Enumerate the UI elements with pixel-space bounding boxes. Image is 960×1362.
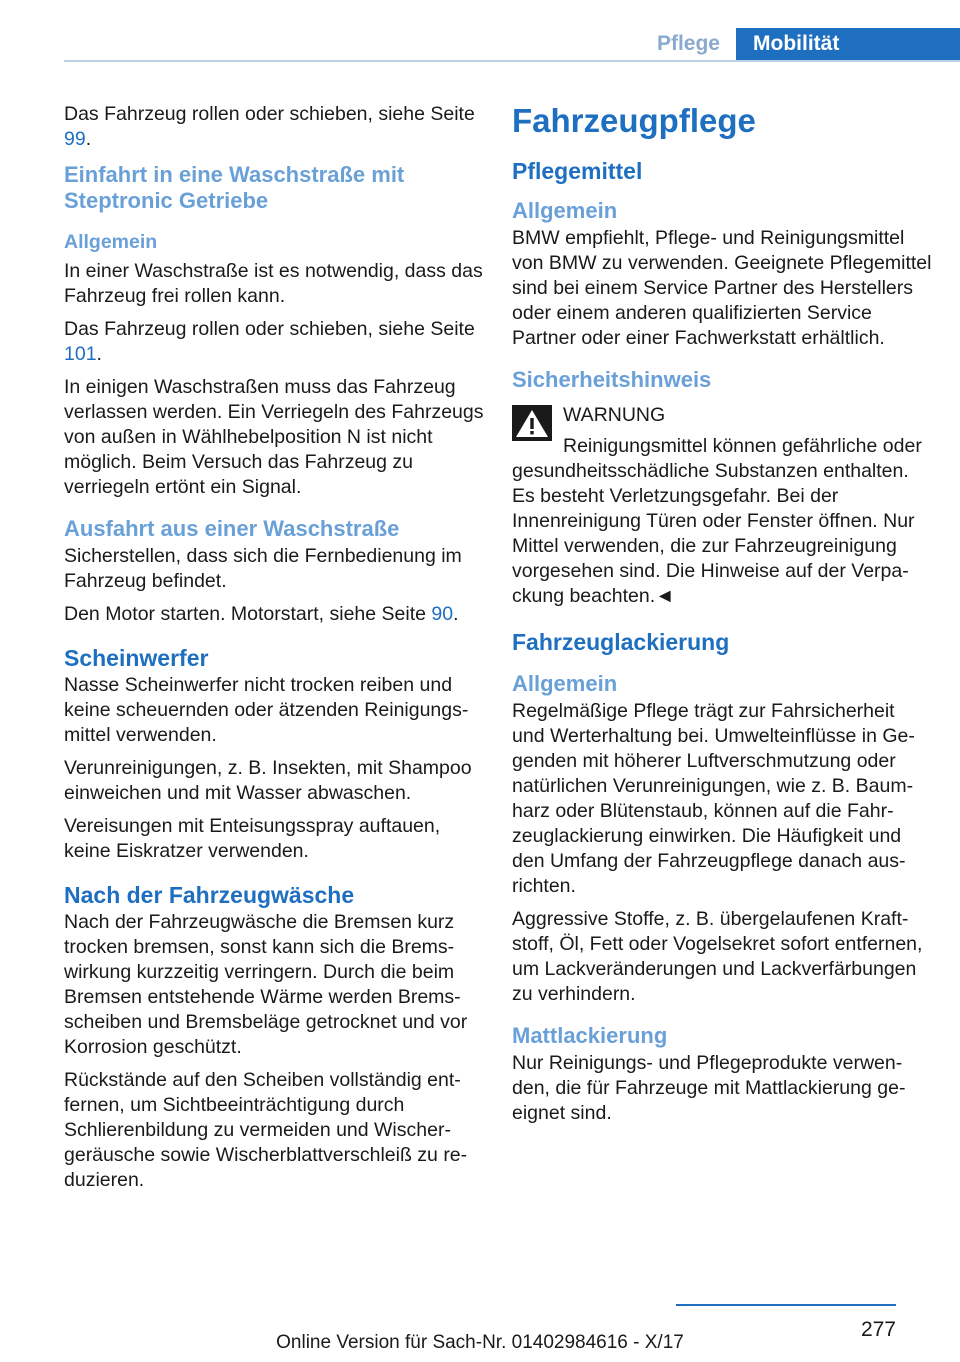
paragraph: Regelmäßige Pflege trägt zur Fahrsicherheit und Werterhaltung bei. Umwelteinflüsse in Gegenden mit höherer Luftverschmutzung oder natürlichen Verunreinigungen, wie z. B. Baumharz oder Blütenstaub, können auf die Fahrzeuglackierung einwirken. Die Häufigkeit und den Umfang der Fahrzeugpflege danach ausrichten.: [512, 700, 915, 897]
page-link-90[interactable]: 90: [431, 603, 454, 625]
heading-fahrzeugpflege: Fahrzeugpflege: [512, 102, 756, 139]
heading-ausfahrt: Ausfahrt aus einer Waschstraße: [64, 516, 400, 541]
subheading-allgemein: Allgemein: [512, 198, 618, 223]
warning-icon: [512, 405, 552, 441]
paragraph: BMW empfiehlt, Pflege- und Reinigungsmittel von BMW zu verwenden. Geeignete Pflegemittel sind bei einem Service Partner des Herstellers oder einem anderen qualifizierten Service Partner oder einer Fachwerkstatt erhältlich.: [512, 227, 932, 349]
paragraph: Nasse Scheinwerfer nicht trocken reiben und keine scheuernden oder ätzenden Reinigungsmittel verwenden.: [64, 674, 469, 746]
left-column: [64, 102, 484, 1201]
right-column: [512, 102, 932, 1134]
paragraph: Vereisungen mit Enteisungsspray auftauen, keine Eiskratzer verwenden.: [64, 815, 441, 862]
page-number: 277: [860, 1318, 896, 1341]
warning-text: Reinigungsmittel können gefährliche oder gesundheitsschädliche Substanzen enthalten. Es besteht Verletzungsgefahr. Bei der Innenreinigung Türen oder Fenster öffnen. Nur Mittel verwenden, die zur Fahrzeugreinigung vorgesehen sind. Die Hinweise auf der Verpackung beachten.◄: [512, 435, 922, 607]
paragraph: Den Motor starten. Motorstart, siehe Seite 90.: [64, 603, 459, 625]
page-link-101[interactable]: 101: [64, 343, 97, 365]
paragraph: Das Fahrzeug rollen oder schieben, siehe Seite 101.: [64, 318, 475, 365]
heading-fahrzeuglackierung: Fahrzeuglackierung: [512, 629, 730, 655]
footer-rule: [676, 1304, 896, 1306]
paragraph: In einigen Waschstraßen muss das Fahrzeug verlassen werden. Ein Verriegeln des Fahrzeugs von außen in Wählhebelposition N ist nicht möglich. Beim Versuch das Fahrzeug zu verriegeln ertönt ein Signal.: [64, 376, 484, 498]
paragraph: Nur Reinigungs- und Pflegeprodukte verwenden, die für Fahrzeuge mit Mattlackierung geeignet sind.: [512, 1052, 906, 1124]
subheading-allgemein: Allgemein: [64, 231, 158, 253]
header-rule: [64, 60, 960, 62]
page-link-99[interactable]: 99: [64, 128, 86, 150]
heading-sicherheitshinweis: Sicherheitshinweis: [512, 367, 712, 392]
heading-waschstrasse: Einfahrt in eine Waschstraße mit Steptronic Getriebe: [64, 162, 405, 213]
heading-mattlackierung: Mattlackierung: [512, 1023, 668, 1048]
paragraph: Sicherstellen, dass sich die Fernbedienung im Fahrzeug befindet.: [64, 545, 462, 592]
header-bar: [64, 28, 960, 62]
paragraph: Verunreinigungen, z. B. Insekten, mit Shampoo einweichen und mit Wasser abwaschen.: [64, 757, 472, 804]
warning-block: [512, 403, 932, 428]
warning-label: WARNUNG: [563, 404, 666, 426]
heading-pflegemittel: Pflegemittel: [512, 158, 643, 184]
heading-scheinwerfer: Scheinwerfer: [64, 645, 209, 671]
paragraph: Rückstände auf den Scheiben vollständig entfernen, um Sichtbeeinträchtigung durch Schlierenbildung zu vermeiden und Wischergeräusche sowie Wischerblattverschleiß zu reduzieren.: [64, 1069, 468, 1191]
paragraph: Aggressive Stoffe, z. B. übergelaufenen Kraftstoff, Öl, Fett oder Vogelsekret sofort entfernen, um Lackveränderungen und Lackverfärbungen zu verhindern.: [512, 908, 923, 1005]
tab-pflege[interactable]: Pflege: [656, 32, 720, 55]
paragraph: Nach der Fahrzeugwäsche die Bremsen kurz trocken bremsen, sonst kann sich die Bremswirkung kurzzeitig verringern. Durch die beim Bremsen entstehende Wärme werden Bremsscheiben und Bremsbeläge getrocknet und vor Korrosion geschützt.: [64, 911, 468, 1058]
tab-mobilitaet[interactable]: Mobilität: [736, 28, 960, 62]
heading-nach-fahrzeugwaesche: Nach der Fahrzeugwäsche: [64, 882, 355, 908]
online-version: Online Version für Sach-Nr. 01402984616 - X/17: [276, 1332, 684, 1353]
paragraph: Das Fahrzeug rollen oder schieben, siehe Seite 99.: [64, 103, 475, 150]
paragraph: In einer Waschstraße ist es notwendig, dass das Fahrzeug frei rollen kann.: [64, 260, 483, 307]
subheading-allgemein: Allgemein: [512, 671, 618, 696]
